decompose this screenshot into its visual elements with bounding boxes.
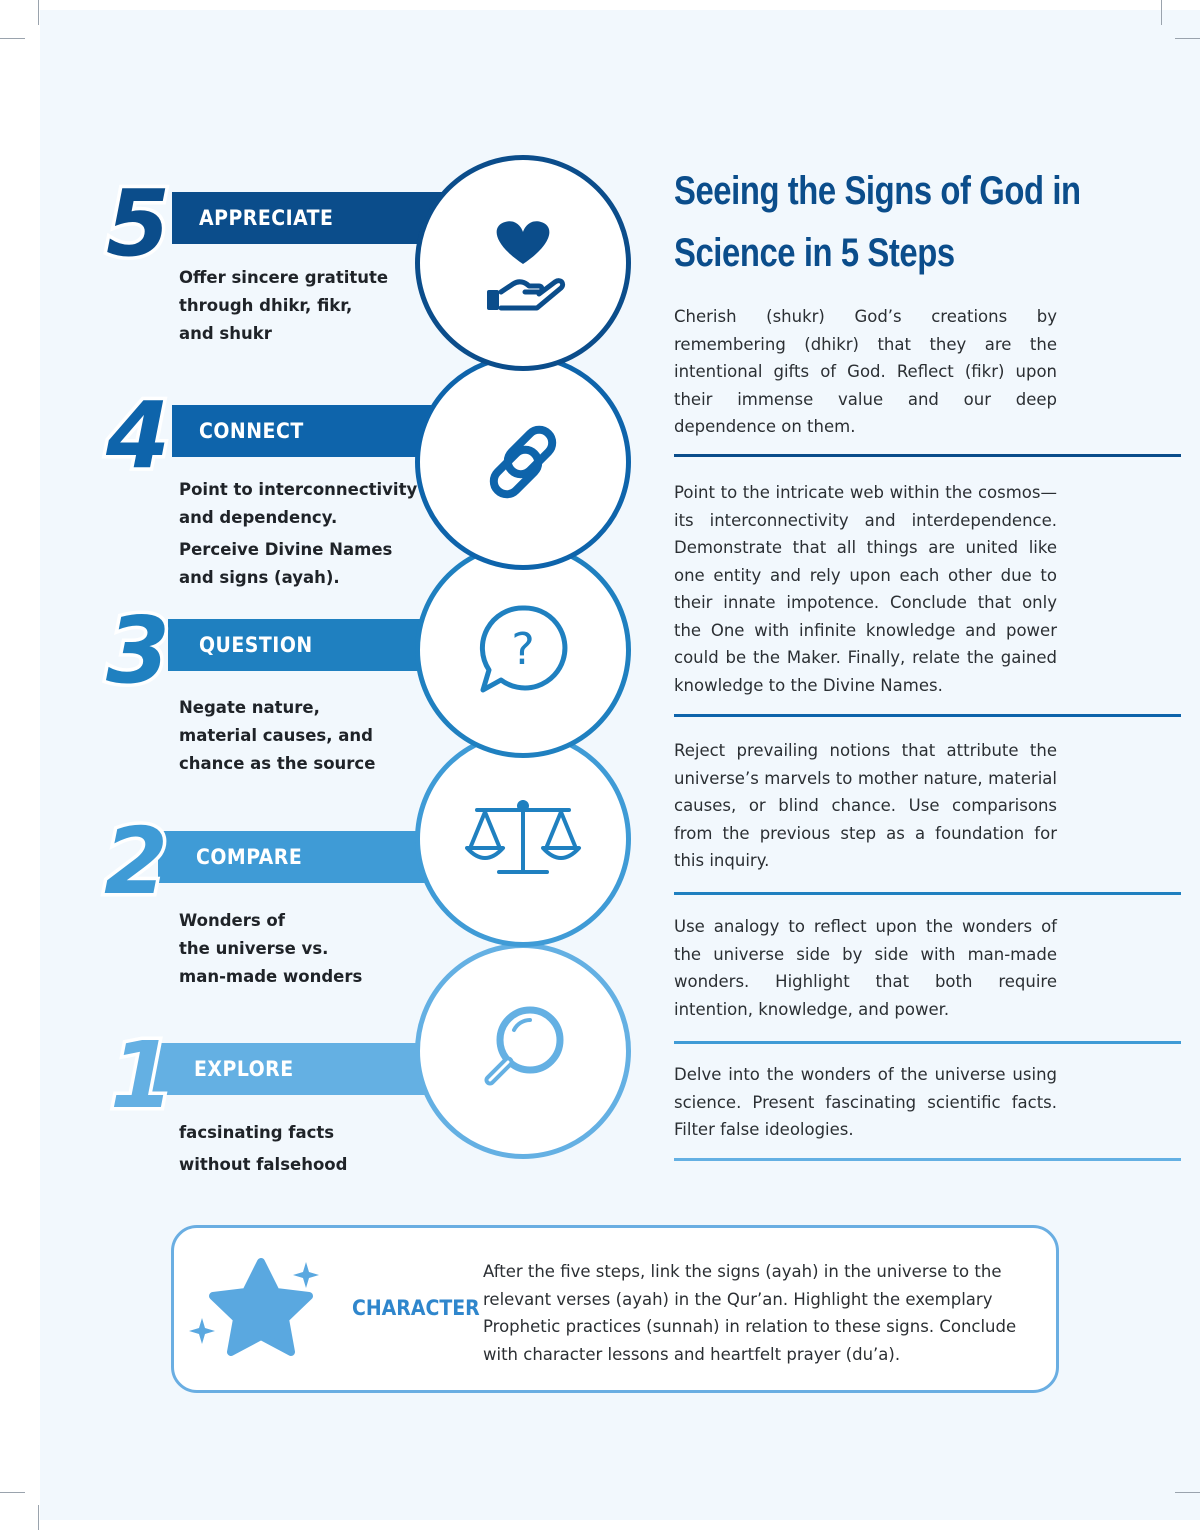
step-number-4: 4 <box>106 382 171 489</box>
step-number-5: 5 <box>106 170 171 277</box>
svg-text:?: ? <box>511 624 535 675</box>
crop-mark <box>1175 38 1200 39</box>
crop-mark <box>1161 0 1162 25</box>
question-bubble-icon <box>473 600 573 700</box>
description-step-4: Point to the intricate web within the cosmos—its interconnectivity and interdependence. Demonstrate that all things are united like one entity and rely upon each other due to their innate impotence. Conclude that only the One with infinite knowledge and power could be the Maker. Finally, relate the gained knowledge to the Divine Names. <box>674 483 1057 695</box>
magnifying-glass-icon <box>468 996 578 1106</box>
divider <box>674 1041 1181 1044</box>
step-label-question: QUESTION <box>199 633 313 657</box>
character-label: CHARACTER <box>352 1296 480 1320</box>
crop-mark <box>1175 1492 1200 1493</box>
step-4-summary: Point to interconnectivity and dependency. Perceive Divine Names and signs (ayah). <box>179 480 418 587</box>
star-sparkle-icon <box>188 1258 328 1368</box>
divider <box>674 454 1181 457</box>
description-step-1: Delve into the wonders of the universe using science. Present fascinating scientific facts. Filter false ideologies. <box>674 1065 1057 1139</box>
divider <box>674 1158 1181 1161</box>
step-1-summary: facsinating facts without falsehood <box>179 1123 348 1174</box>
description-step-2: Use analogy to reflect upon the wonders of the universe side by side with man-made wonders. Highlight that both require intention, knowledge, and power. <box>674 917 1057 1019</box>
step-number-3: 3 <box>106 597 171 704</box>
circle-step-3 <box>415 542 631 758</box>
crop-mark <box>38 1505 39 1530</box>
balance-scale-icon <box>463 794 583 884</box>
divider <box>674 892 1181 895</box>
step-3-summary: Negate nature, material causes, and chance as the source <box>179 698 376 773</box>
step-label-compare: COMPARE <box>196 845 303 869</box>
circle-step-2 <box>415 731 631 947</box>
step-label-appreciate: APPRECIATE <box>199 206 334 230</box>
heart-in-hand-icon <box>473 208 573 318</box>
page-title: Seeing the Signs of God in Science in 5 Steps <box>674 169 1081 275</box>
circle-step-5 <box>415 155 631 371</box>
step-number-2: 2 <box>104 808 169 915</box>
circle-step-1 <box>415 943 631 1159</box>
crop-mark <box>0 1492 25 1493</box>
step-2-summary: Wonders of the universe vs. man-made wonders <box>179 911 363 986</box>
chain-link-icon <box>473 412 573 512</box>
description-step-3: Reject prevailing notions that attribute the universe’s marvels to mother nature, material causes, or blind chance. Use comparisons from the previous step as a foundation for this inquiry. <box>674 741 1057 870</box>
circle-step-4 <box>415 354 631 570</box>
step-number-1: 1 <box>110 1022 175 1129</box>
crop-mark <box>38 0 39 25</box>
divider <box>674 714 1181 717</box>
step-label-connect: CONNECT <box>199 419 304 443</box>
step-5-summary: Offer sincere gratitute through dhikr, fikr, and shukr <box>179 268 389 343</box>
description-step-5: Cherish (shukr) God’s creations by remembering (dhikr) that they are the intentional gifts of God. Reflect (fikr) upon their immense value and our deep dependence on them. <box>674 307 1057 436</box>
character-text: After the five steps, link the signs (ayah) in the universe to the relevant verses (ayah) in the Qur’an. Highlight the exemplary Prophetic practices (sunnah) in relation to these signs. Conclude with character lessons and heartfelt prayer (du’a). <box>483 1262 1017 1364</box>
step-label-explore: EXPLORE <box>194 1057 294 1081</box>
crop-mark <box>0 38 25 39</box>
